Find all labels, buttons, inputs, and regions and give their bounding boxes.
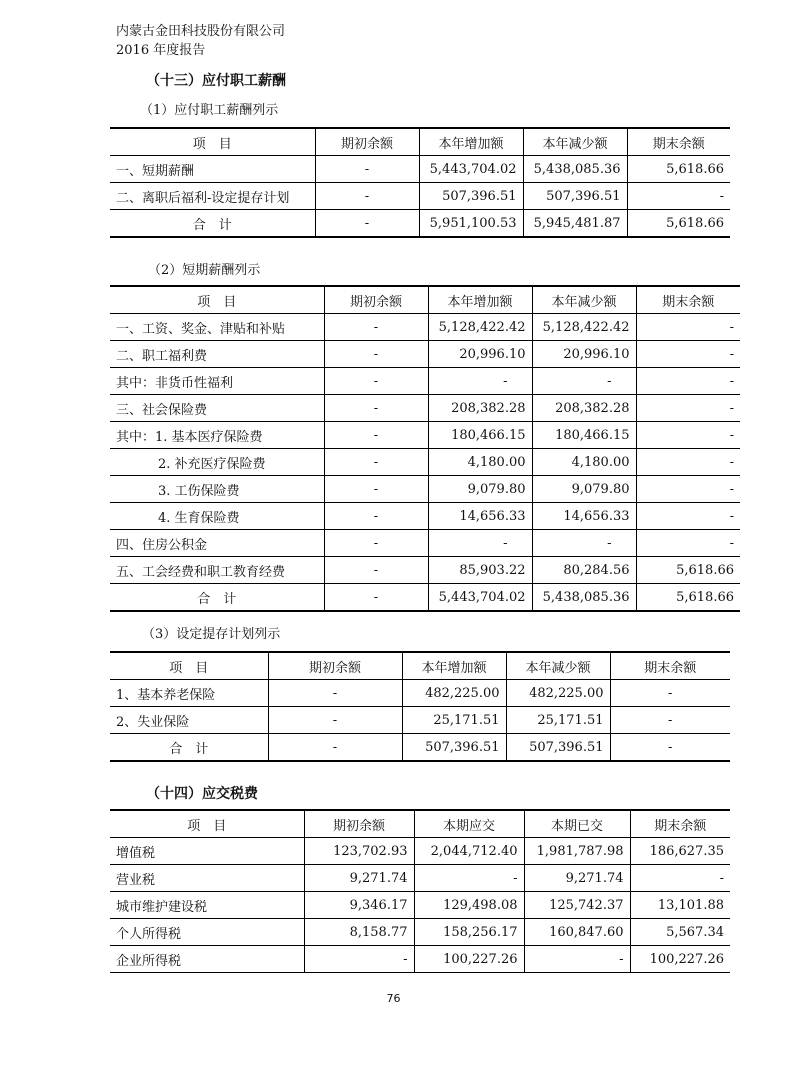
cell-value: 180,466.15 [428,422,532,449]
cell-value: 9,346.17 [304,892,414,919]
cell-value: 5,945,481.87 [523,210,627,238]
cell-value: 507,396.51 [506,734,610,762]
cell-value: - [324,395,428,422]
table-total-row [110,734,730,762]
cell-value: 25,171.51 [506,707,610,734]
cell-value: 5,618.66 [627,210,730,238]
column-header: 本年减少额 [532,286,636,314]
report-title: 2016 年度报告 [116,43,206,58]
cell-value: - [268,734,402,762]
cell-value: 125,742.37 [524,892,630,919]
cell-value: 20,996.10 [532,341,636,368]
cell-value: 208,382.28 [428,395,532,422]
table-header-row [110,286,740,314]
section-13-title: （十三）应付职工薪酬 [146,73,286,89]
cell-value: - [324,341,428,368]
cell-value: 13,101.88 [630,892,730,919]
cell-value: 4,180.00 [428,449,532,476]
cell-value: 2,044,712.40 [414,838,524,865]
column-header: 本年增加额 [428,286,532,314]
row-label: 一、短期薪酬 [110,156,315,183]
table-row [110,368,740,395]
column-header: 项 目 [110,286,324,314]
cell-value: - [610,680,730,707]
row-label: 城市维护建设税 [110,892,304,919]
cell-value: - [636,368,740,395]
cell-value: 5,567.34 [630,919,730,946]
cell-value: - [524,946,630,973]
cell-value: 158,256.17 [414,919,524,946]
row-label: 合 计 [110,210,315,238]
column-header: 期初余额 [315,128,419,156]
table-row [110,530,740,557]
row-label: 营业税 [110,865,304,892]
column-header: 本期应交 [414,810,524,838]
cell-value: 186,627.35 [630,838,730,865]
column-header: 期初余额 [324,286,428,314]
cell-value: 5,618.66 [636,584,740,612]
table-header-row [110,128,730,156]
cell-value: 9,079.80 [428,476,532,503]
table-row [110,919,730,946]
cell-value: 5,438,085.36 [532,584,636,612]
column-header: 本年增加额 [402,652,506,680]
row-label: 一、工资、奖金、津贴和补贴 [110,314,324,341]
cell-value: 5,618.66 [636,557,740,584]
column-header: 本年减少额 [523,128,627,156]
short-term-payroll-table [110,285,740,612]
cell-value: - [636,503,740,530]
column-header: 期末余额 [627,128,730,156]
cell-value: 80,284.56 [532,557,636,584]
cell-value: 100,227.26 [414,946,524,973]
subsection-1-title: （1）应付职工薪酬列示 [140,103,279,118]
cell-value: 5,443,704.02 [419,156,523,183]
row-label: 合 计 [110,734,268,762]
cell-value: - [636,422,740,449]
table-total-row [110,584,740,612]
table-row [110,557,740,584]
cell-value: 160,847.60 [524,919,630,946]
page-number: 76 [386,992,401,1005]
cell-value: - [610,707,730,734]
column-header: 期末余额 [630,810,730,838]
cell-value: - [315,210,419,238]
cell-value: 9,271.74 [304,865,414,892]
cell-value: 25,171.51 [402,707,506,734]
section-14-title: （十四）应交税费 [146,786,258,802]
table-row [110,865,730,892]
table-row [110,680,730,707]
cell-value: - [315,156,419,183]
cell-value: - [636,314,740,341]
row-label: 三、社会保险费 [110,395,324,422]
table-row [110,314,740,341]
cell-value: - [304,946,414,973]
cell-value: 180,466.15 [532,422,636,449]
cell-value: 5,443,704.02 [428,584,532,612]
cell-value: 4,180.00 [532,449,636,476]
cell-value: - [324,314,428,341]
column-header: 期初余额 [268,652,402,680]
cell-value: - [428,530,532,557]
row-label: 合 计 [110,584,324,612]
table-row [110,395,740,422]
table-row [110,707,730,734]
page-header [116,22,285,60]
row-label: 2. 补充医疗保险费 [110,449,324,476]
cell-value: - [428,368,532,395]
table-row [110,892,730,919]
cell-value: 5,438,085.36 [523,156,627,183]
cell-value: - [636,530,740,557]
column-header: 本期已交 [524,810,630,838]
table-header-row [110,810,730,838]
company-name: 内蒙古金田科技股份有限公司 [116,24,286,39]
cell-value: - [532,368,636,395]
row-label: 3. 工伤保险费 [110,476,324,503]
table-total-row [110,210,730,238]
cell-value: 100,227.26 [630,946,730,973]
column-header: 期初余额 [304,810,414,838]
payroll-summary-table [110,127,730,238]
cell-value: 482,225.00 [402,680,506,707]
table-row [110,422,740,449]
row-label: 4. 生育保险费 [110,503,324,530]
cell-value: - [268,680,402,707]
cell-value: 14,656.33 [428,503,532,530]
cell-value: 14,656.33 [532,503,636,530]
cell-value: 5,128,422.42 [532,314,636,341]
cell-value: 507,396.51 [523,183,627,210]
cell-value: - [324,422,428,449]
cell-value: - [324,476,428,503]
cell-value: - [268,707,402,734]
row-label: 四、住房公积金 [110,530,324,557]
column-header: 本年增加额 [419,128,523,156]
table-row [110,183,730,210]
column-header: 项 目 [110,652,268,680]
cell-value: - [627,183,730,210]
subsection-2-title: （2）短期薪酬列示 [148,263,261,278]
column-header: 期末余额 [636,286,740,314]
cell-value: 507,396.51 [419,183,523,210]
cell-value: 9,079.80 [532,476,636,503]
cell-value: 20,996.10 [428,341,532,368]
cell-value: - [324,503,428,530]
cell-value: 5,618.66 [627,156,730,183]
cell-value: - [324,449,428,476]
cell-value: - [610,734,730,762]
cell-value: - [636,449,740,476]
cell-value: - [315,183,419,210]
cell-value: 9,271.74 [524,865,630,892]
column-header: 期末余额 [610,652,730,680]
row-label: 二、离职后福利-设定提存计划 [110,183,315,210]
subsection-3-title: （3）设定提存计划列示 [142,627,281,642]
row-label: 1、基本养老保险 [110,680,268,707]
table-row [110,838,730,865]
table-row [110,341,740,368]
cell-value: 5,128,422.42 [428,314,532,341]
table-row [110,503,740,530]
column-header: 本年减少额 [506,652,610,680]
cell-value: - [414,865,524,892]
row-label: 增值税 [110,838,304,865]
column-header: 项 目 [110,128,315,156]
cell-value: - [532,530,636,557]
row-label: 五、工会经费和职工教育经费 [110,557,324,584]
cell-value: 8,158.77 [304,919,414,946]
cell-value: - [324,557,428,584]
cell-value: 482,225.00 [506,680,610,707]
row-label: 企业所得税 [110,946,304,973]
cell-value: - [324,530,428,557]
row-label: 其中：非货币性福利 [110,368,324,395]
cell-value: - [636,395,740,422]
cell-value: 1,981,787.98 [524,838,630,865]
cell-value: - [324,368,428,395]
row-label: 个人所得税 [110,919,304,946]
cell-value: 85,903.22 [428,557,532,584]
cell-value: - [636,341,740,368]
table-header-row [110,652,730,680]
taxes-payable-table [110,809,730,973]
cell-value: 129,498.08 [414,892,524,919]
row-label: 其中：1. 基本医疗保险费 [110,422,324,449]
table-row [110,476,740,503]
defined-contribution-table [110,651,730,762]
table-row [110,946,730,973]
cell-value: 507,396.51 [402,734,506,762]
cell-value: 123,702.93 [304,838,414,865]
cell-value: 208,382.28 [532,395,636,422]
cell-value: 5,951,100.53 [419,210,523,238]
row-label: 2、失业保险 [110,707,268,734]
column-header: 项 目 [110,810,304,838]
cell-value: - [636,476,740,503]
table-row [110,156,730,183]
row-label: 二、职工福利费 [110,341,324,368]
cell-value: - [630,865,730,892]
cell-value: - [324,584,428,612]
table-row [110,449,740,476]
